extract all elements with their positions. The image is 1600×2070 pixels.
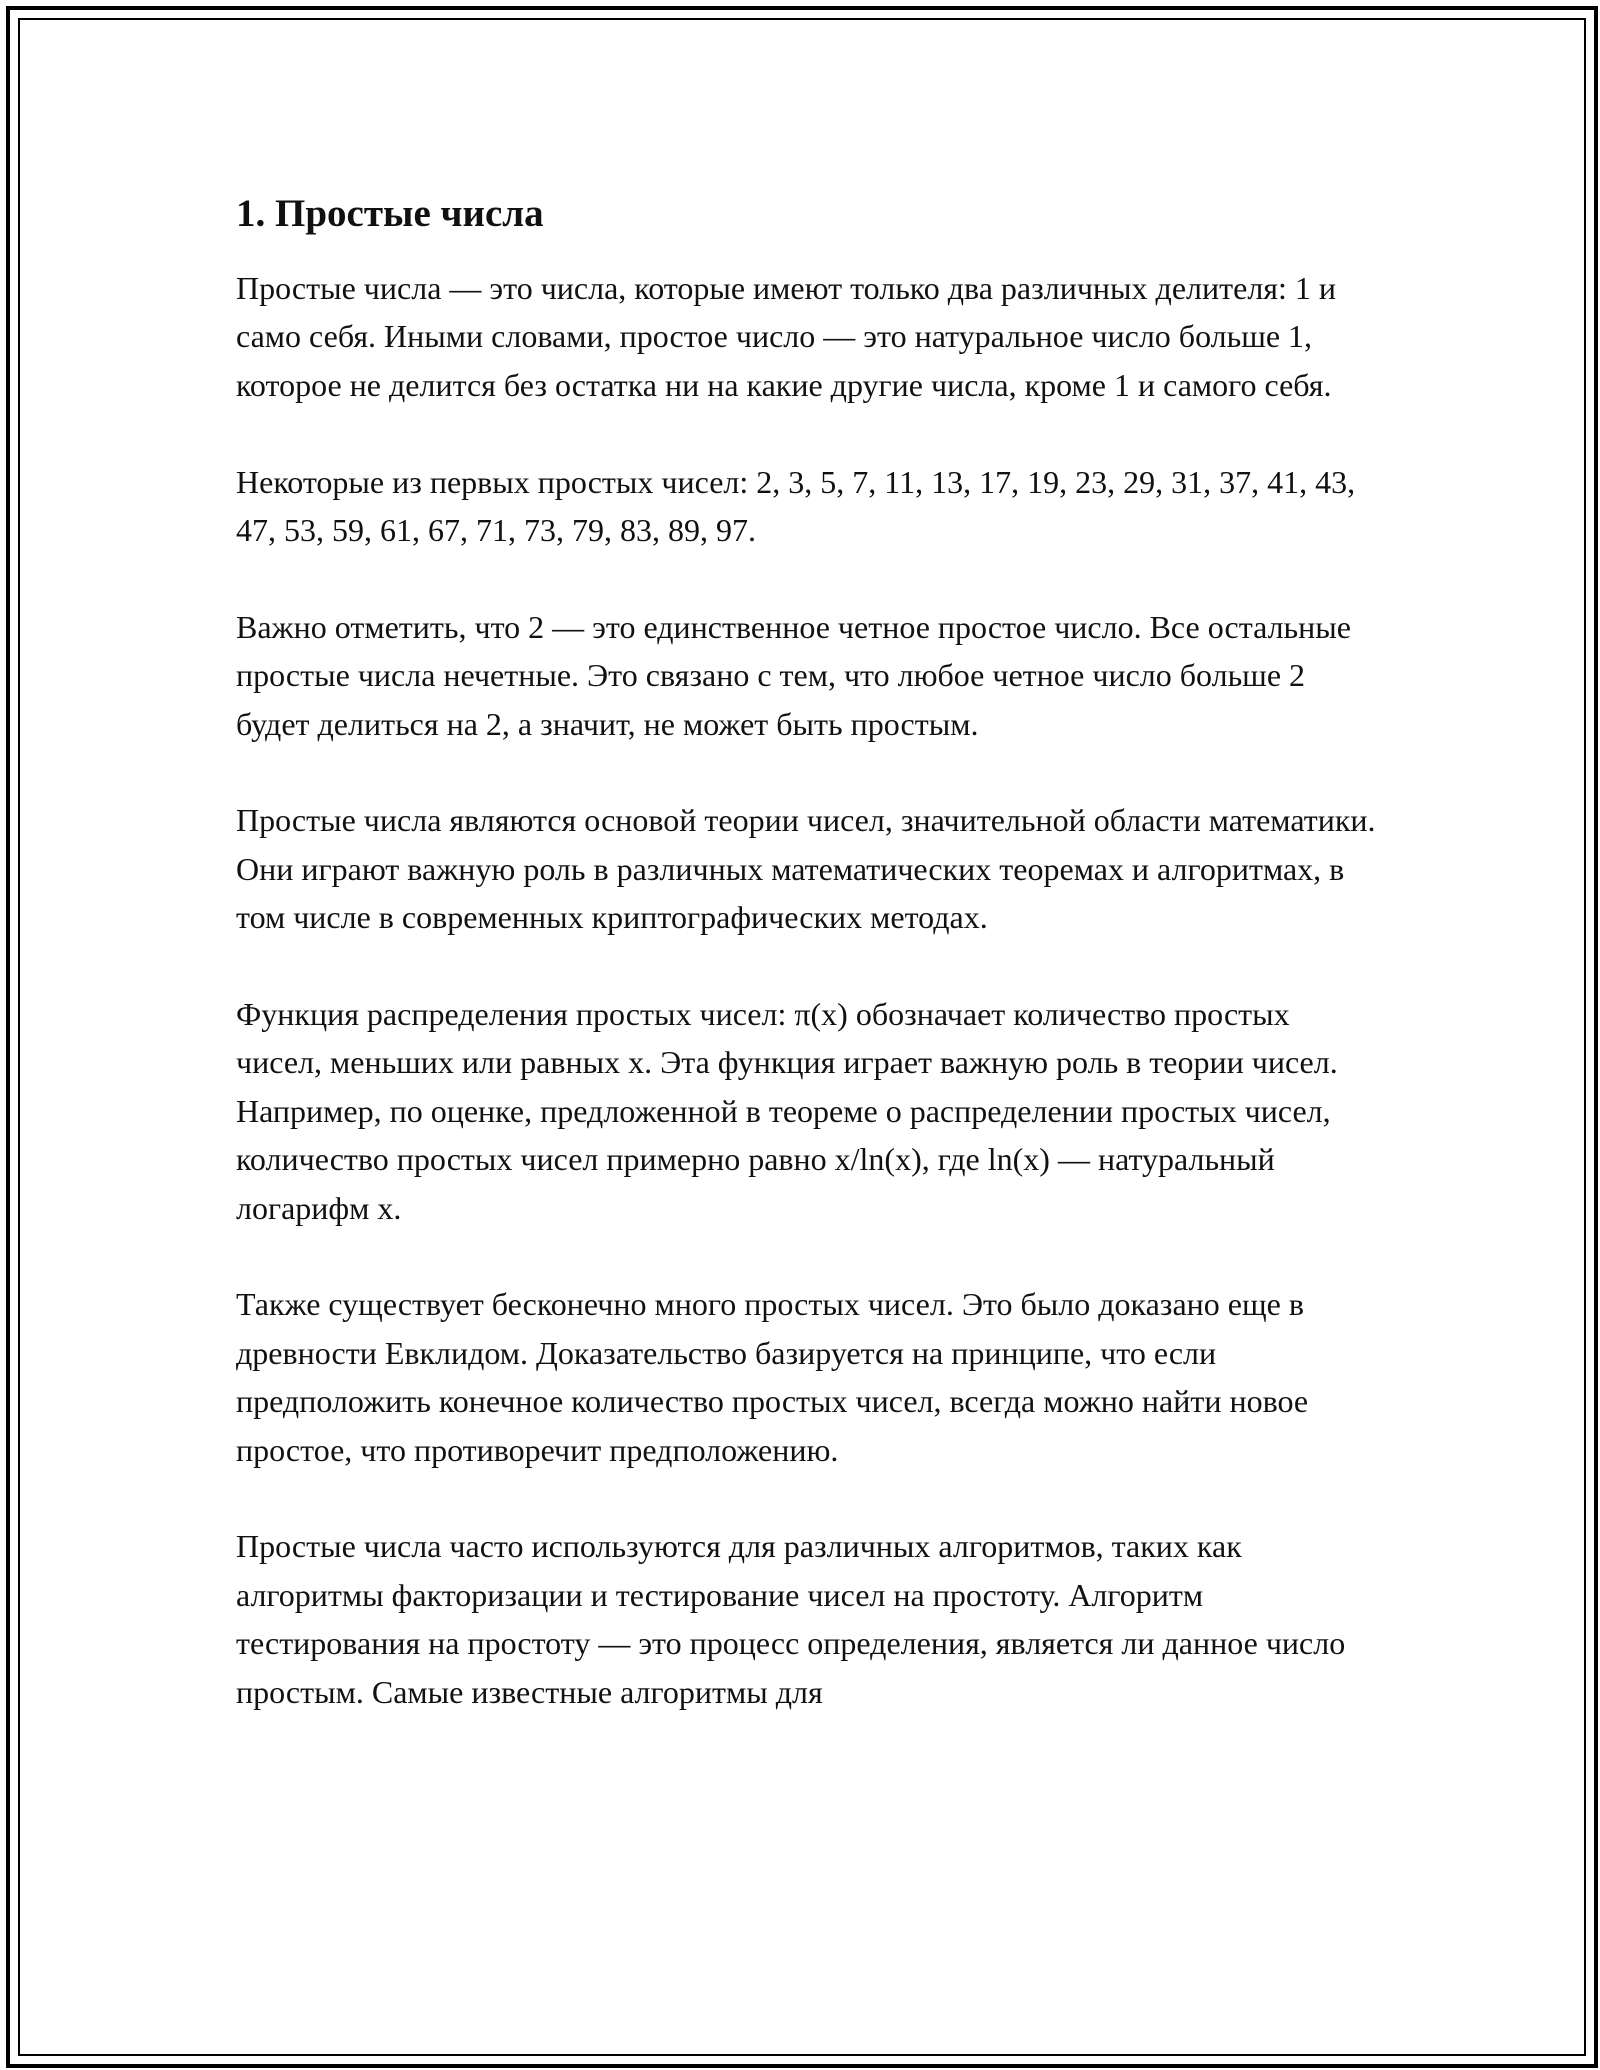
paragraph-definition: Простые числа — это числа, которые имеют только два различных делителя: 1 и само себя. Иными словами, простое число — это натуральное число больше 1, которое не делится без остатка ни на какие другие числа, кроме 1 и самого себя. (236, 270, 1337, 403)
paragraph-algorithms: Простые числа часто используются для различных алгоритмов, таких как алгоритмы факторизации и тестирование чисел на простоту. Алгоритм тестирования на простоту — это процесс определения, является ли данное число простым. Самые известные алгоритмы для (236, 1528, 1346, 1710)
paragraph-first-primes: Некоторые из первых простых чисел: 2, 3, 5, 7, 11, 13, 17, 19, 23, 29, 31, 37, 41, 43, 47, 53, 59, 61, 67, 71, 73, 79, 83, 89, 97. (236, 463, 1356, 549)
paragraph-even-prime: Важно отметить, что 2 — это единственное четное простое число. Все остальные простые числа нечетные. Это связано с тем, что любое четное число больше 2 будет делиться на 2, а значит, не может быть простым. (236, 608, 1351, 742)
document-body (236, 186, 1376, 1764)
paragraph-infinitude: Также существует бесконечно много простых чисел. Это было доказано еще в древности Евклидом. Доказательство базируется на принципе, что если предположить конечное количество простых чисел, всегда можно найти новое простое, что противоречит предположению. (236, 1286, 1309, 1468)
section-heading: 1. Простые числа (236, 192, 544, 235)
paragraph-number-theory: Простые числа являются основой теории чисел, значительной области математики. Они играют важную роль в различных математических теоремах и алгоритмах, в том числе в современных криптографических методах. (236, 802, 1376, 936)
paragraph-prime-counting: Функция распределения простых чисел: π(x) обозначает количество простых чисел, меньших или равных x. Эта функция играет важную роль в теории чисел. Например, по оценке, предложенной в теореме о распределении простых чисел, количество простых чисел примерно равно x/ln(x), где ln(x) — натуральный логарифм x. (236, 996, 1338, 1226)
